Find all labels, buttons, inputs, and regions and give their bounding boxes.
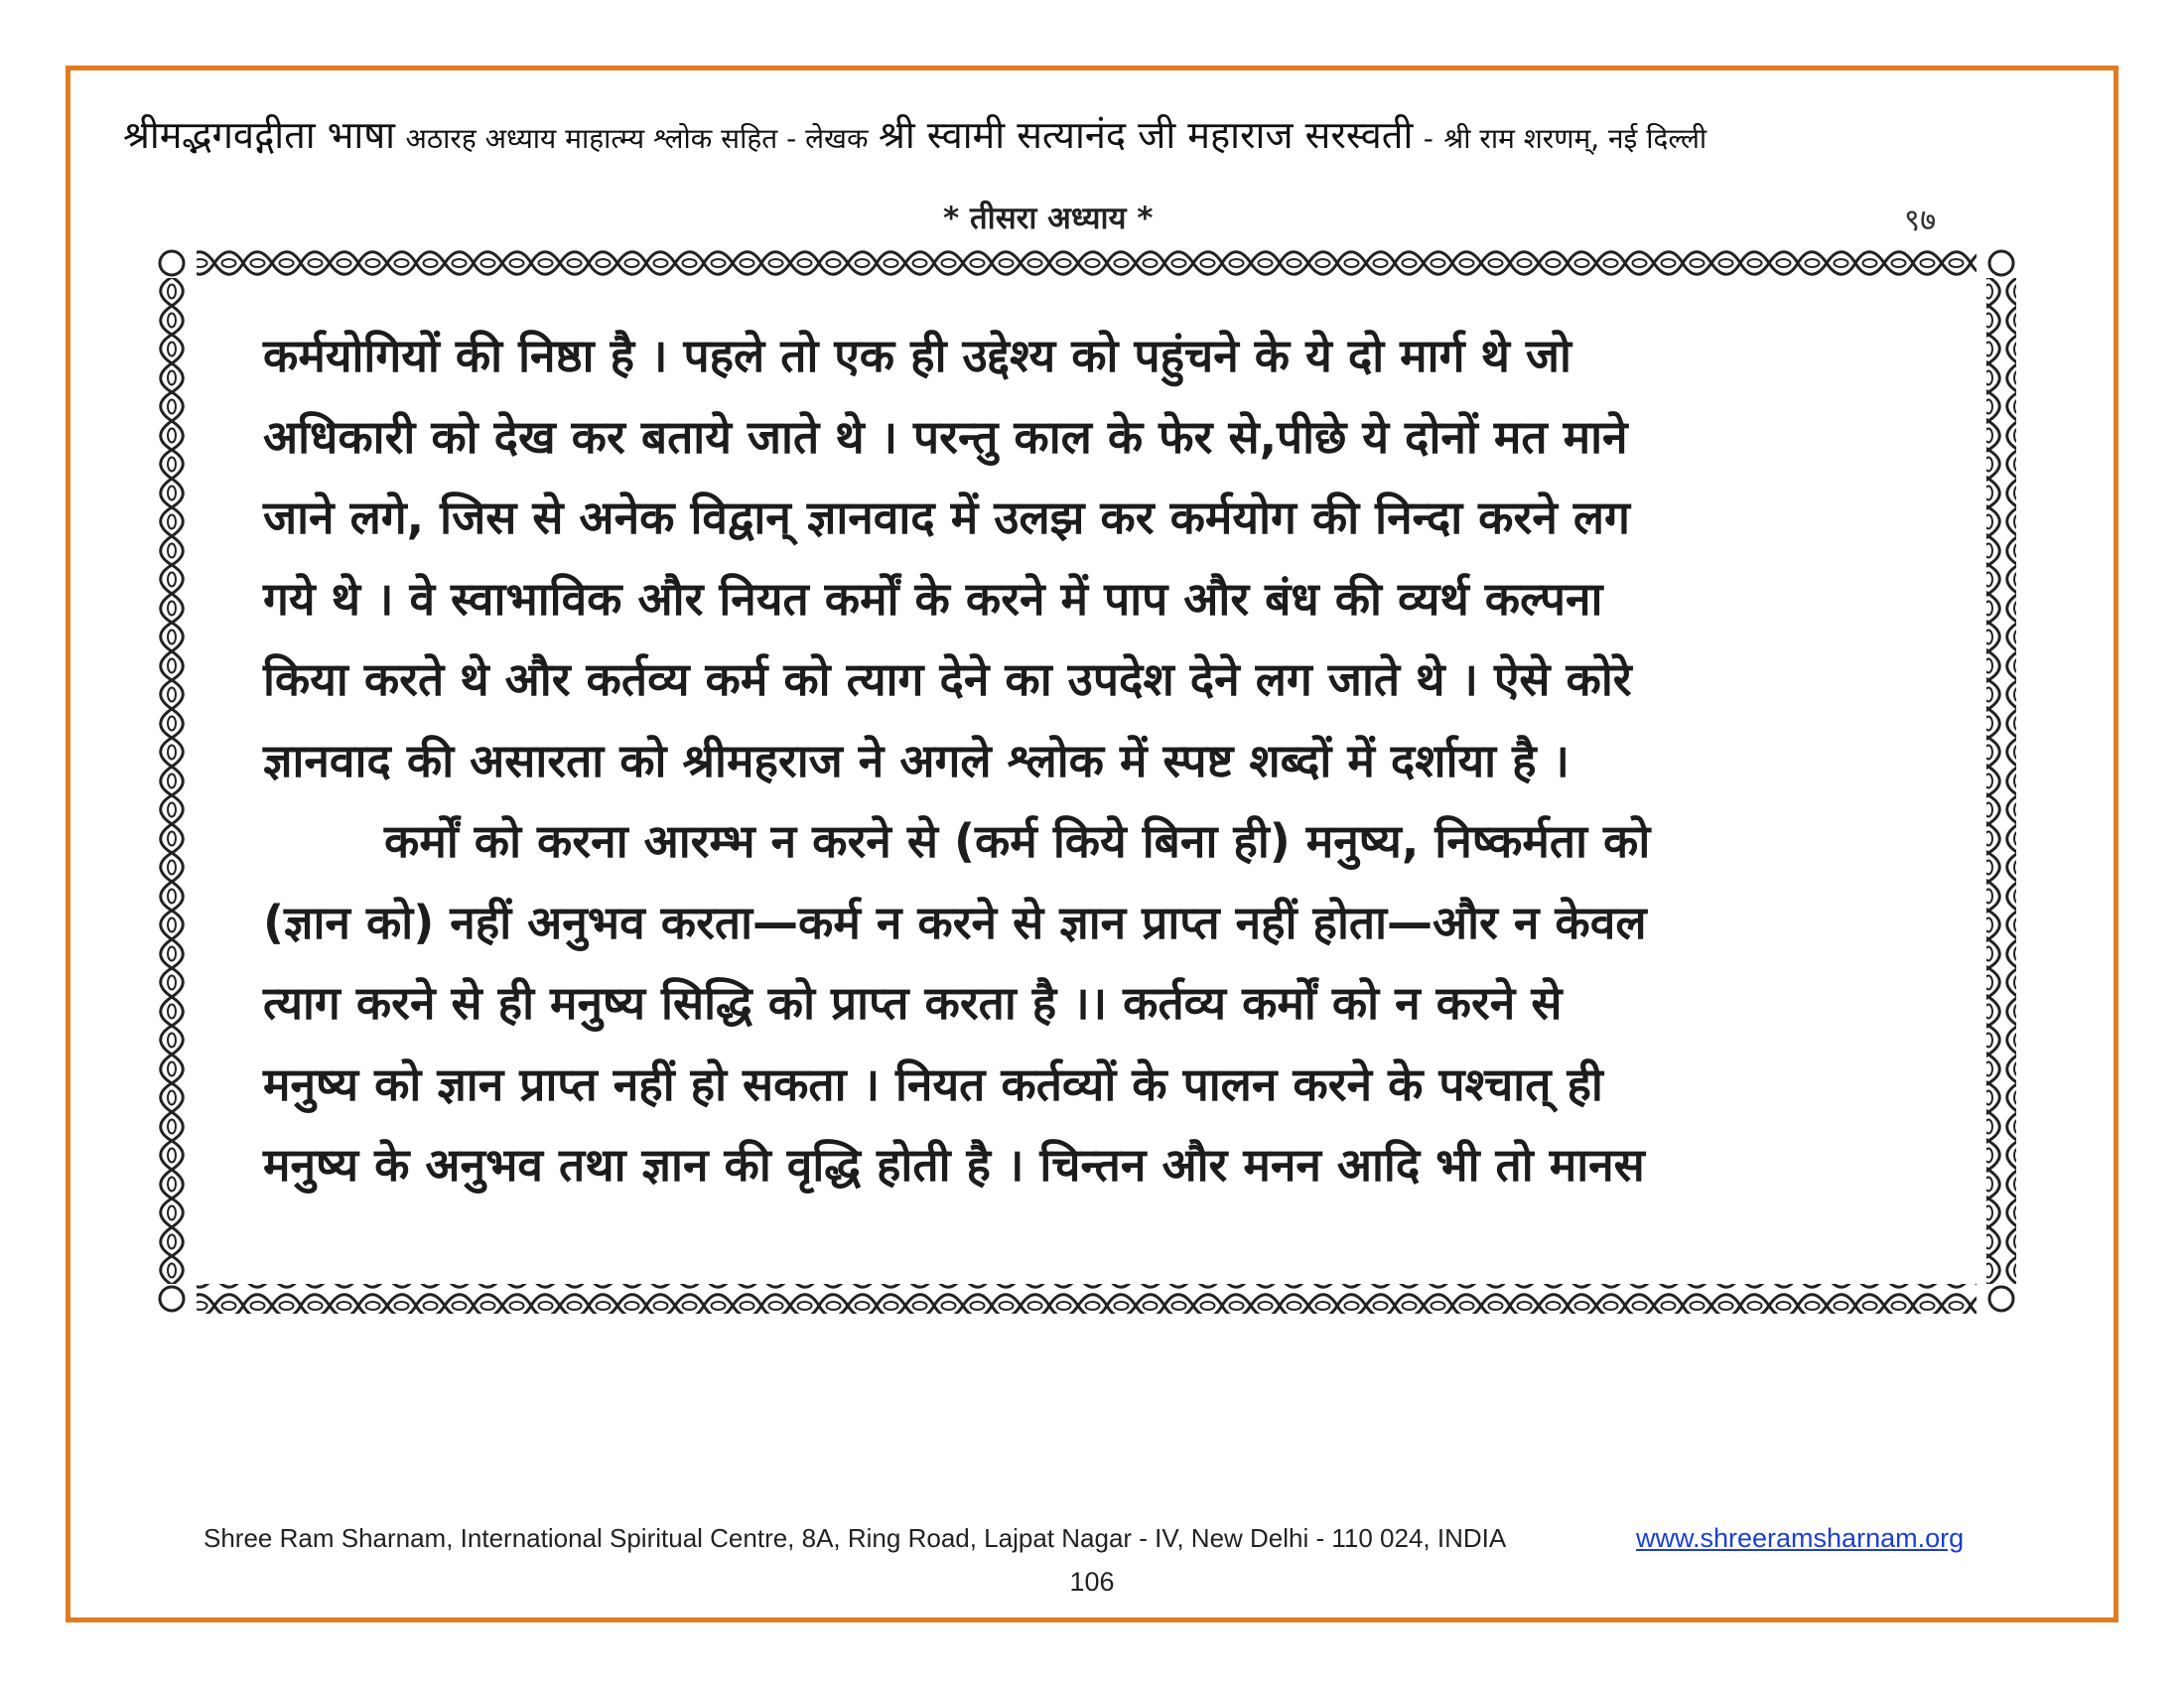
chapter-title: * तीसरा अध्याय * <box>943 201 1154 236</box>
frame-top-chain <box>197 248 1977 278</box>
book-title: श्रीमद्भगवद्गीता भाषा <box>123 113 396 157</box>
footer-page-number: 106 <box>1069 1567 1115 1597</box>
text-line: जाने लगे, जिस से अनेक विद्वान् ज्ञानवाद में उलझ कर कर्मयोग की निन्दा करने लग <box>263 491 1630 544</box>
scan-page-header <box>0 197 2184 242</box>
frame-right-chain <box>1986 278 2016 1284</box>
text-line: कर्मयोगियों की निष्ठा है । पहले तो एक ही उद्देश्य को पहुंचने के ये दो मार्ग थे जो <box>263 329 1571 382</box>
text-line: त्याग करने से ही मनुष्य सिद्धि को प्राप्त करता है ।। कर्तव्य कर्मों को न करने से <box>263 976 1563 1030</box>
text-line: किया करते थे और कर्तव्य कर्म को त्याग देने का उपदेश देने लग जाते थे । ऐसे कोरे <box>263 652 1632 706</box>
text-line: मनुष्य को ज्ञान प्राप्त नहीं हो सकता । नियत कर्तव्यों के पालन करने के पश्चात् ही <box>263 1056 1603 1111</box>
book-subtitle: अठारह अध्याय माहात्म्य श्लोक सहित - लेखक <box>405 122 869 155</box>
scan-page-number: ९७ <box>1904 203 1937 238</box>
text-line: ज्ञानवाद की असारता को श्रीमहराज ने अगले श्लोक में स्पष्ट शब्दों में दर्शाया है । <box>263 733 1570 787</box>
frame-bottom-chain <box>197 1284 1977 1314</box>
text-line: (ज्ञान को) नहीं अनुभव करता—कर्म न करने से ज्ञान प्राप्त नहीं होता—और न केवल <box>263 895 1647 949</box>
text-line: मनुष्य के अनुभव तथा ज्ञान की वृद्धि होती है । चिन्तन और मनन आदि भी तो मानस <box>263 1138 1645 1192</box>
frame-left-chain <box>157 278 187 1284</box>
text-line: गये थे । वे स्वाभाविक और नियत कर्मों के करने में पाप और बंध की व्यर्थ कल्पना <box>263 571 1603 626</box>
author-name: श्री स्वामी सत्यानंद जी महाराज सरस्वती <box>878 113 1414 157</box>
text-line: अधिकारी को देख कर बताये जाते थे । परन्तु काल के फेर से,पीछे ये दोनों मत माने <box>263 409 1628 464</box>
footer-address: Shree Ram Sharnam, International Spiritual Centre, 8A, Ring Road, Lajpat Nagar - IV, New Delhi - 110 024, INDIA <box>204 1523 1507 1553</box>
header-separator: - <box>1423 122 1433 155</box>
running-header <box>123 111 2069 163</box>
website-link[interactable]: www.shreeramsharnam.org <box>1636 1523 1965 1553</box>
scanned-body-text <box>263 316 1931 1206</box>
publisher-name: श्री राम शरणम्, नई दिल्ली <box>1443 122 1707 155</box>
text-line: कर्मों को करना आरम्भ न करने से (कर्म किये बिना ही) मनुष्य, निष्कर्मता को <box>384 814 1651 868</box>
